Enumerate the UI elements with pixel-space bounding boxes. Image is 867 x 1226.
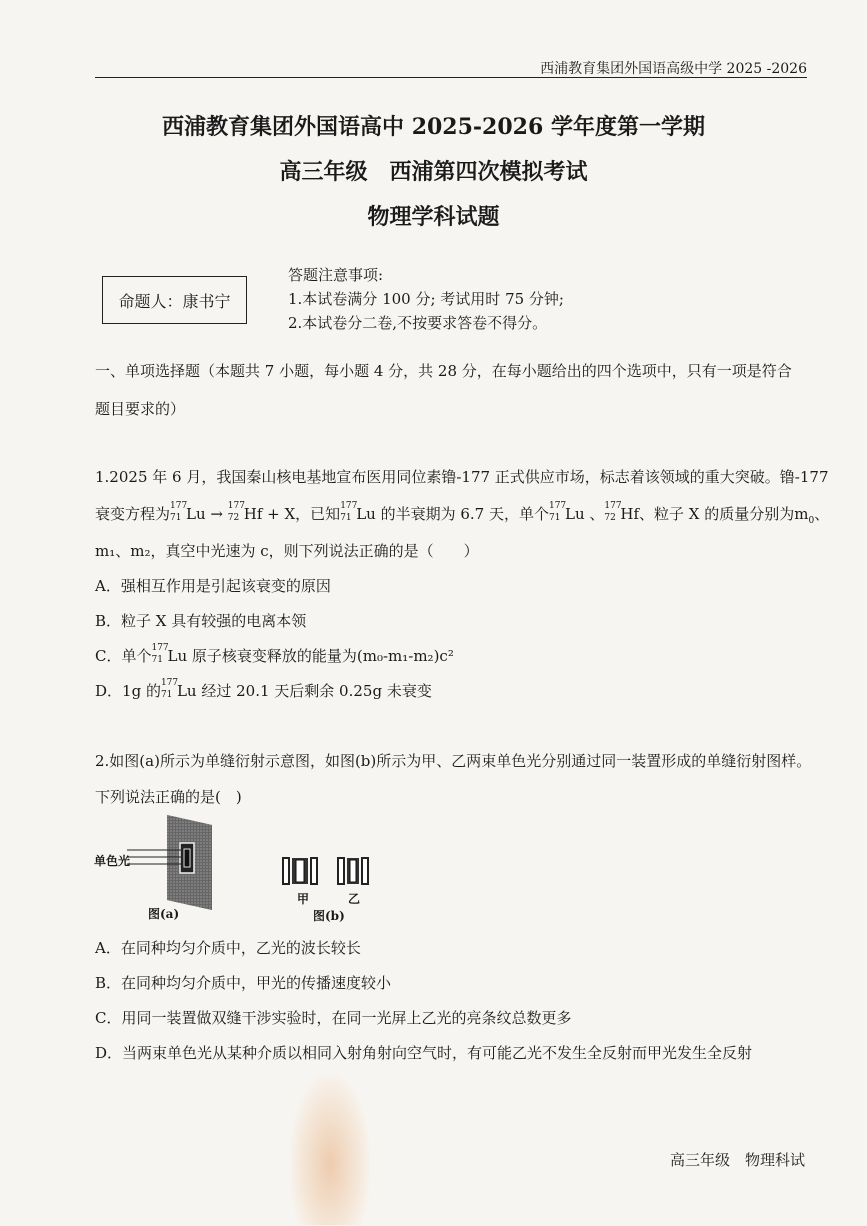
q2-stem-line2: 下列说法正确的是( ) [95, 788, 242, 806]
q2-option-c: C．用同一装置做双缝干涉实验时，在同一光屏上乙光的亮条纹总数更多 [95, 1009, 572, 1027]
fig-b-caption: 图(b) [313, 909, 345, 923]
isotope-lu: 177 71 [170, 501, 188, 523]
fig-a-caption: 图(a) [148, 907, 180, 921]
page-header: 西浦教育集团外国语高级中学 2025 -2026 [540, 61, 807, 77]
figure-b-diffraction-patterns [280, 855, 380, 923]
q2-option-a: A．在同种均匀介质中，乙光的波长较长 [95, 939, 361, 957]
paper-stain [290, 1075, 370, 1225]
notes-heading: 答题注意事项: [288, 266, 384, 284]
exam-title: 西浦教育集团外国语高中 2025-2026 学年度第一学期 [162, 114, 705, 140]
figure-a-single-slit [92, 815, 232, 929]
isotope-lu: 177 71 [151, 643, 169, 665]
section-heading: 一、单项选择题（本题共 7 小题，每小题 4 分，共 28 分，在每小题给出的四个选项中，只有一项是符合 [95, 362, 792, 380]
q2-option-b: B．在同种均匀介质中，甲光的传播速度较小 [95, 974, 392, 992]
q1-option-a: A．强相互作用是引起该衰变的原因 [95, 577, 331, 595]
fig-b-yi-label: 乙 [348, 892, 361, 906]
fig-a-light-label: 单色光 [94, 854, 131, 868]
exam-subtitle: 高三年级 西浦第四次模拟考试 [279, 159, 588, 185]
isotope-lu: 177 71 [160, 678, 179, 700]
fig-b-jia-label: 甲 [297, 892, 310, 906]
q1-option-b: B．粒子 X 具有较强的电离本领 [95, 612, 307, 630]
q1-option-c: C．单个 177 71 Lu 原子核衰变释放的能量为(m₀-m₁-m₂)c² [95, 643, 454, 665]
q1-stem-line1: 1.2025 年 6 月，我国秦山核电基地宣布医用同位素镥-177 正式供应市场，标志着该领域的重大突破。镥-177 [95, 468, 829, 486]
notes-item: 1.本试卷满分 100 分; 考试用时 75 分钟; [288, 290, 564, 308]
section-heading-cont: 题目要求的） [95, 400, 186, 418]
q1-option-d: D．1g 的 177 71 Lu 经过 20.1 天后剩余 0.25g 未衰变 [95, 678, 432, 700]
isotope-lu: 177 71 [548, 501, 567, 523]
exam-notes [288, 263, 564, 335]
q2-option-d: D．当两束单色光从某种介质以相同入射角射向空气时，有可能乙光不发生全反射而甲光发生全反射 [95, 1044, 753, 1062]
isotope-hf: 177 72 [227, 501, 245, 523]
page-footer: 高三年级 物理科试 [669, 1151, 805, 1169]
q1-stem-line2: 衰变方程为 177 71 Lu → 177 72 Hf + X，已知 177 71 Lu 的半衰期为 6.7 天，单个 177 71 Lu 、 177 72 Hf、粒子 X 的质量分别为$m_0$、 [95, 501, 830, 526]
header-divider [95, 77, 807, 78]
q2-stem-line1: 2.如图(a)所示为单缝衍射示意图，如图(b)所示为甲、乙两束单色光分别通过同一装置形成的单缝衍射图样。 [95, 752, 812, 770]
q1-stem-line3: m₁、m₂，真空中光速为 c，则下列说法正确的是（ ） [95, 542, 479, 560]
isotope-lu: 177 71 [340, 501, 358, 523]
notes-item: 2.本试卷分二卷,不按要求答卷不得分。 [288, 314, 548, 332]
subject-title: 物理学科试题 [367, 204, 500, 230]
diffraction-pattern-diagram [280, 855, 380, 887]
isotope-hf: 177 72 [604, 501, 622, 523]
author-box: 命题人：康书宁 [102, 276, 247, 324]
